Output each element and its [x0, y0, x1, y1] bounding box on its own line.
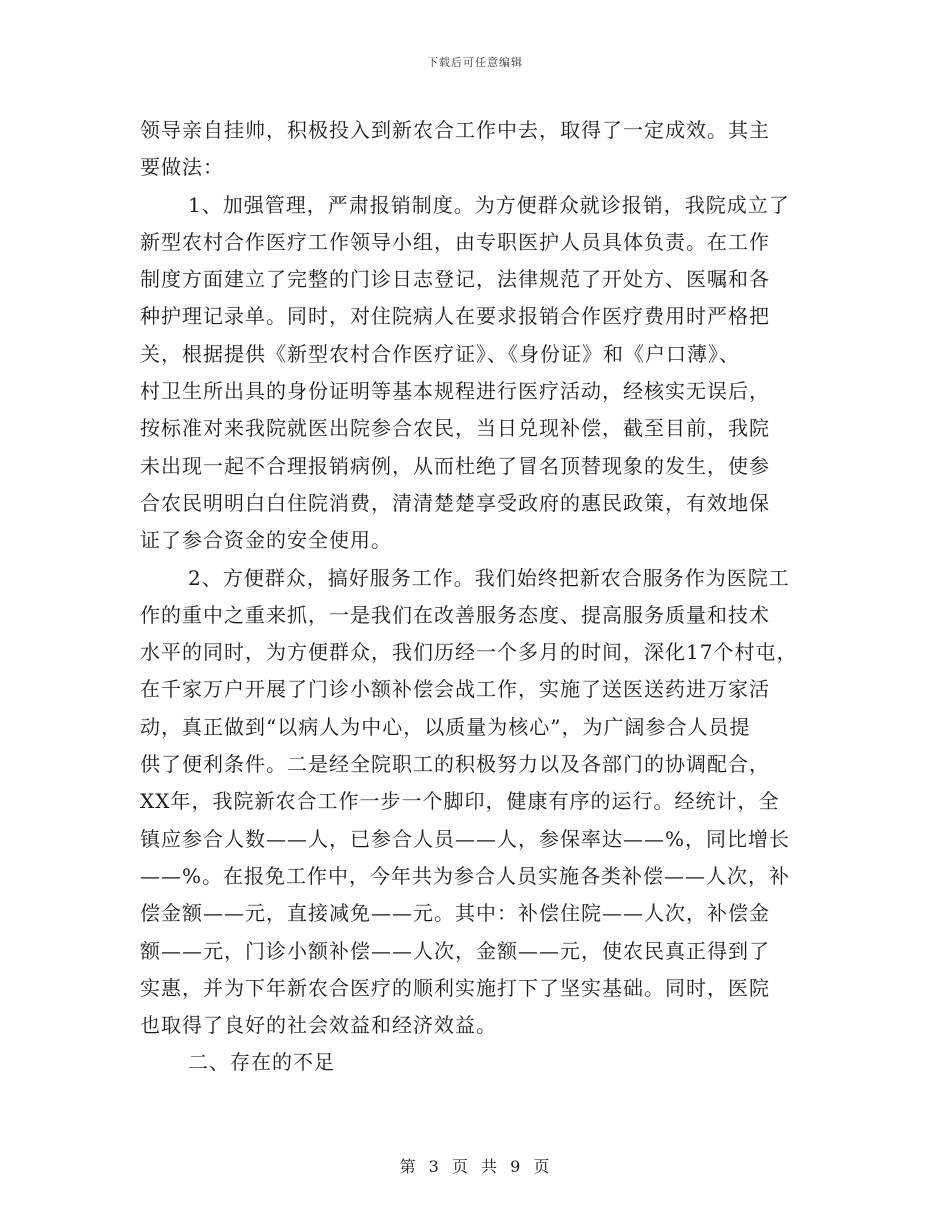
text-line: 关，根据提供《新型农村合作医疗证》、《身份证》和《户口薄》、: [140, 341, 740, 366]
text-line: 偿金额——元，直接减免——元。其中：补偿住院——人次，补偿金: [140, 901, 770, 926]
text-line: 也取得了良好的社会效益和经济效益。: [140, 1013, 497, 1038]
text-line: 种护理记录单。同时，对住院病人在要求报销合作医疗费用时严格把: [140, 304, 770, 329]
text-line: 村卫生所出具的身份证明等基本规程进行医疗活动，经核实无误后，: [140, 379, 770, 404]
text-line: 要做法：: [140, 155, 224, 180]
text-line: 领导亲自挂帅，积极投入到新农合工作中去，取得了一定成效。其主: [140, 118, 770, 142]
body-text: [140, 112, 820, 1082]
text-line: 镇应参合人数——人，已参合人员——人，参保率达——%，同比增长: [140, 826, 791, 851]
text-line: 新型农村合作医疗工作领导小组，由专职医护人员具体负责。在工作: [140, 229, 770, 254]
text-line: 按标准对来我院就医出院参合农民，当日兑现补偿，截至目前，我院: [140, 416, 770, 441]
text-line: 证了参合资金的安全使用。: [140, 528, 392, 553]
text-line: 动，真正做到“以病人为中心，以质量为核心”，为广阔参合人员提: [140, 714, 751, 739]
text-line: 水平的同时，为方便群众，我们历经一个多月的时间，深化17个村屯，: [140, 640, 798, 665]
text-line: 供了便利条件。二是经全院职工的积极努力以及各部门的协调配合，: [140, 752, 770, 777]
page-number-footer: 第 3 页 共 9 页: [399, 1157, 551, 1176]
paragraph-heading-1: 1、加强管理，严肃报销制度。为方便群众就诊报销，我院成立了: [188, 192, 790, 217]
text-line: 作的重中之重来抓，一是我们在改善服务态度、提高服务质量和技术: [140, 602, 770, 627]
section-heading: 二、存在的不足: [188, 1050, 335, 1075]
text-line: XX年，我院新农合工作一步一个脚印，健康有序的运行。经统计，全: [140, 789, 780, 814]
paragraph-heading-2: 2、方便群众，搞好服务工作。我们始终把新农合服务作为医院工: [188, 565, 790, 590]
text-line: 在千家万户开展了门诊小额补偿会战工作，实施了送医送药进万家活: [140, 677, 770, 702]
text-line: 制度方面建立了完整的门诊日志登记，法律规范了开处方、医嘱和各: [140, 267, 770, 292]
text-line: 实惠，并为下年新农合医疗的顺利实施打下了坚实基础。同时，医院: [140, 975, 770, 1000]
text-line: ——%。在报免工作中，今年共为参合人员实施各类补偿——人次，补: [140, 863, 791, 888]
text-line: 额——元，门诊小额补偿——人次，金额——元，使农民真正得到了: [140, 938, 770, 963]
text-line: 未出现一起不合理报销病例，从而杜绝了冒名顶替现象的发生，使参: [140, 453, 770, 478]
text-line: 合农民明明白白住院消费，清清楚楚享受政府的惠民政策，有效地保: [140, 490, 770, 515]
header-note: 下载后可任意编辑: [427, 56, 523, 69]
